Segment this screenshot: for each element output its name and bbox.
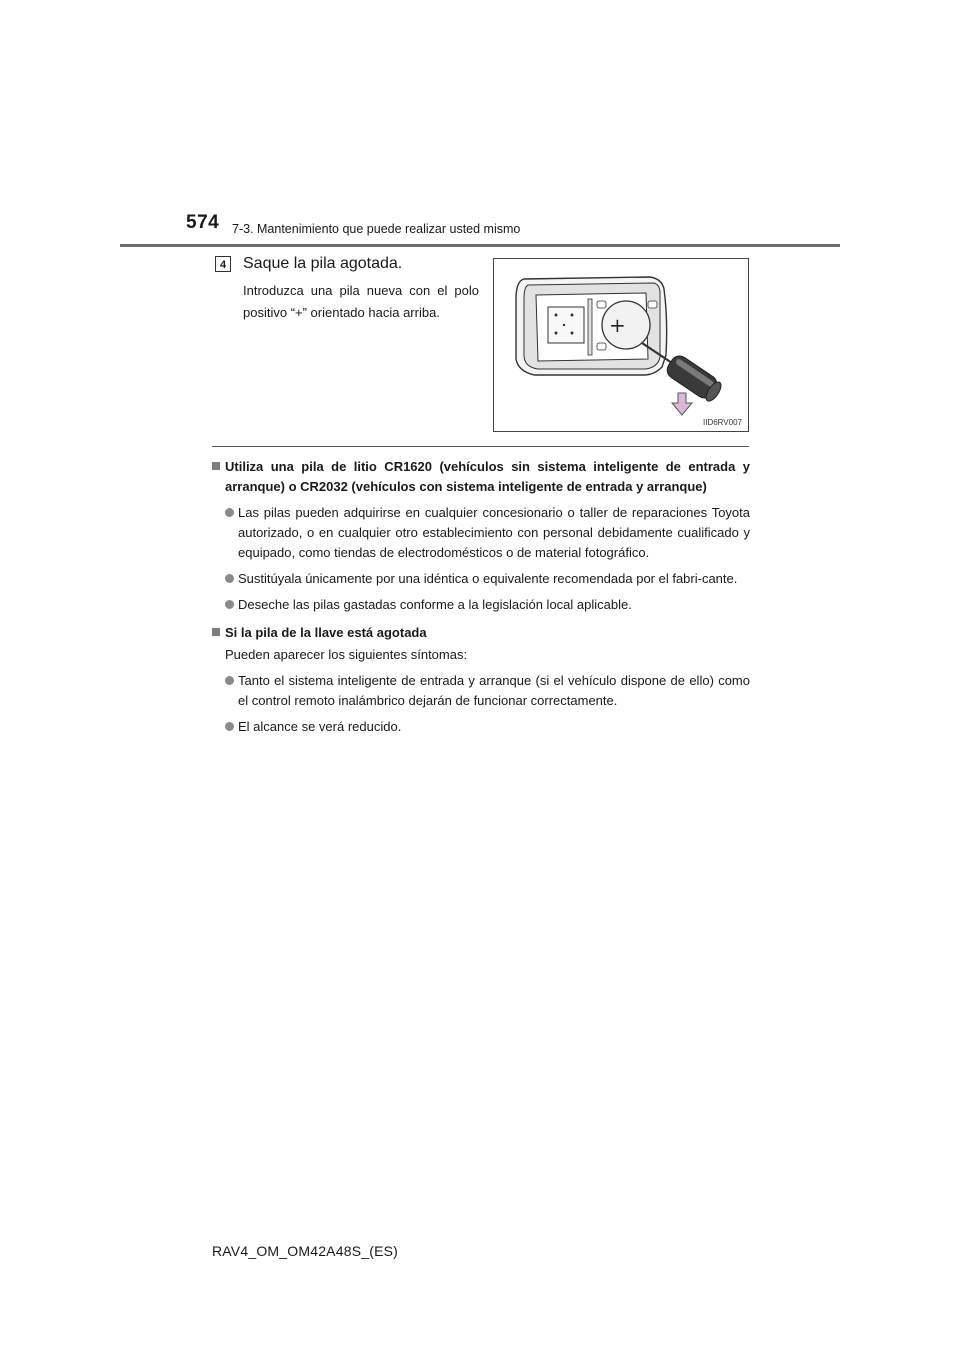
key-battery-illustration (493, 258, 749, 432)
list-item: Sustitúyala únicamente por una idéntica o equivalente recomendada por el fabri-cante. (212, 569, 750, 589)
page-number: 574 (186, 212, 220, 233)
down-arrow-icon (672, 393, 692, 415)
list-item: Deseche las pilas gastadas conforme a la legislación local aplicable. (212, 595, 750, 615)
step-body-text: Introduzca una pila nueva con el polo positivo “+” orientado hacia arriba. (243, 283, 479, 320)
figure-code: IID6RV007 (703, 418, 742, 427)
plus-symbol: + (609, 313, 626, 337)
page-header (0, 0, 960, 250)
step-heading: Saque la pila agotada. (243, 255, 403, 272)
section-divider (212, 446, 749, 447)
note-intro: Pueden aparecer los siguientes síntomas: (225, 647, 468, 662)
square-bullet-icon (212, 628, 220, 636)
round-bullet-icon (225, 508, 234, 517)
round-bullet-icon (225, 574, 234, 583)
header-divider (120, 244, 840, 247)
square-bullet-icon (212, 462, 220, 470)
circuit-chip (548, 307, 584, 343)
list-item: Las pilas pueden adquirirse en cualquier concesionario o taller de reparaciones Toyota autorizado, o en cualquier otro establecimiento con personal debidamente cualificado y equipado, como tiendas de electrodomésticos o de material fotográfico. (212, 503, 750, 563)
notes-section (212, 457, 750, 737)
round-bullet-icon (225, 722, 234, 731)
section-title: 7-3. Mantenimiento que puede realizar usted mismo (232, 222, 521, 236)
document-id-footer: RAV4_OM_OM42A48S_(ES) (212, 1243, 399, 1259)
step-number-box: 4 (215, 256, 231, 272)
note-heading: Si la pila de la llave está agotada (212, 623, 750, 643)
key-fob-drawing (494, 259, 750, 433)
round-bullet-icon (225, 676, 234, 685)
round-bullet-icon (225, 600, 234, 609)
list-item: Tanto el sistema inteligente de entrada y arranque (si el vehículo dispone de ello) como el control remoto inalámbrico dejarán de funcionar correctamente. (212, 671, 750, 711)
list-item: El alcance se verá reducido. (212, 717, 750, 737)
note-heading: Utiliza una pila de litio CR1620 (vehículos sin sistema inteligente de entrada y arranque) o CR2032 (vehículos con sistema inteligente de entrada y arranque) (212, 457, 750, 497)
screwdriver-handle (664, 353, 725, 405)
